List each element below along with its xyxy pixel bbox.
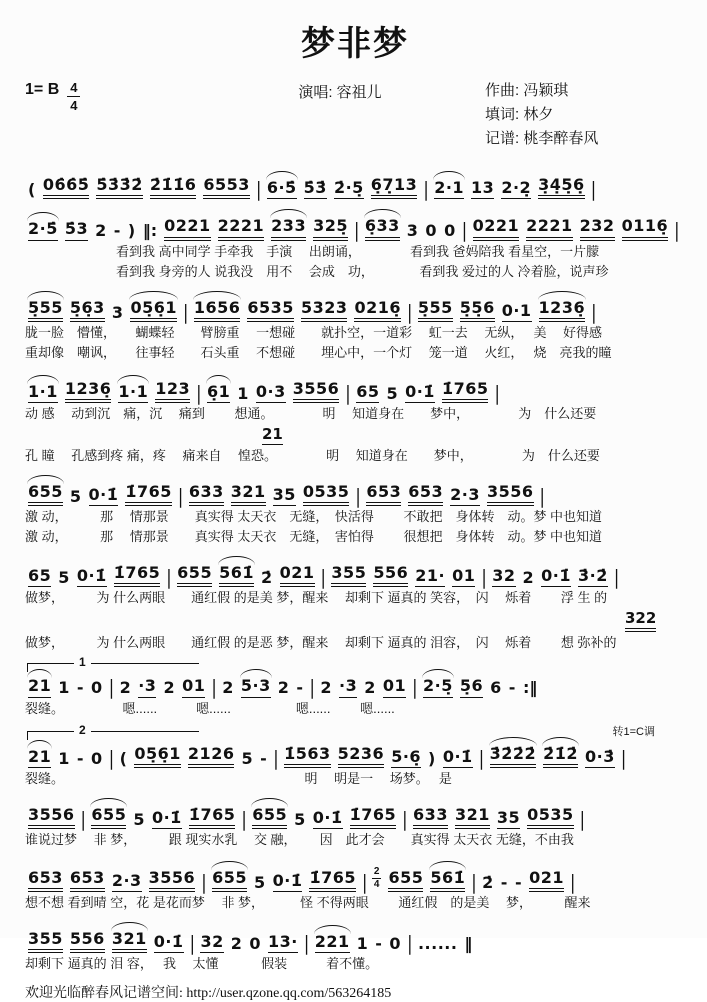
note-group: 021 xyxy=(280,564,315,587)
note-group: 3 xyxy=(406,221,419,241)
system-6 xyxy=(25,555,685,652)
note-group: 2·3 xyxy=(112,872,142,892)
note-group: 1236̣ xyxy=(65,380,112,403)
lyrics-line: 激 动， 那 情那景 真实得 太天衣 无缝， 害怕得 很想把 身体转 动。梦 中也知道 xyxy=(25,529,603,545)
note-group: 556 xyxy=(373,564,408,587)
lyrics-line: 激 动， 那 情那景 真实得 太天衣 无缝， 快活得 不敢把 身体转 动。梦 中也知道 xyxy=(25,509,603,525)
header-row xyxy=(25,79,685,151)
note-group: 1̇765 xyxy=(125,483,172,506)
note-group: 21 xyxy=(28,748,51,768)
note-group: 653 xyxy=(70,869,105,892)
note-group: 6̣33 xyxy=(365,217,400,240)
note-group: 233 xyxy=(271,217,306,240)
note-group: 2 xyxy=(222,678,234,698)
note-group: ( xyxy=(119,748,128,768)
note-group: 0·1̇ xyxy=(541,567,571,587)
note-group: 653 xyxy=(408,483,443,506)
lyrics-line: 重却像 嘲讽， 往事轻 石头重 不想碰 埋心中，一个灯 笼一道 火红， 烧 亮我的瞳 xyxy=(25,344,612,360)
note-group: 2·2̣ xyxy=(501,179,531,199)
note-group: 1 xyxy=(237,383,249,403)
note-group: - xyxy=(514,872,523,892)
note-group: 5̇3̇ xyxy=(304,179,327,199)
note-group: 2 xyxy=(163,678,176,698)
note-group: 3 xyxy=(111,302,124,322)
lyrics-line: 看到我 高中同学 手牵我 手演 出朗诵， 看到我 爸妈陪我 看星空，一片朦 xyxy=(25,243,600,259)
system-9 xyxy=(25,797,685,849)
note-group: 2 xyxy=(95,221,107,241)
meter-denominator: 4 xyxy=(70,98,78,113)
note-group: 0·3 xyxy=(256,383,286,403)
note-group: 653 xyxy=(28,869,63,892)
note-group: ...... xyxy=(417,933,458,953)
note-group: 655 xyxy=(388,869,423,892)
note-group: 0·1̇ xyxy=(154,933,184,953)
note-group: 65 xyxy=(28,567,51,587)
note-group: - xyxy=(76,678,85,698)
note-group: 1·1 xyxy=(28,383,58,403)
note-group: 0116̣ xyxy=(622,217,669,240)
note-group: 2 xyxy=(320,678,333,698)
note-group: 0·1̇ xyxy=(89,486,119,506)
note-group: 221 xyxy=(315,933,350,953)
note-group: 321 xyxy=(231,483,266,506)
barline: | xyxy=(108,676,115,700)
note-group: 0 xyxy=(389,933,402,953)
barline: | xyxy=(355,484,362,508)
barline: | xyxy=(303,931,310,955)
note-group: 6̣7̣13 xyxy=(371,176,418,199)
notes-row xyxy=(25,736,685,768)
system-11 xyxy=(25,921,685,973)
barline: | xyxy=(579,807,586,831)
system-4 xyxy=(25,371,685,465)
note-group: 0216̣ xyxy=(354,299,401,322)
lyrics-line: 想不想 看到晴 空，花 是花而梦 非 梦， 怪 不得两眼 通红假 的是美 梦， 醒来 xyxy=(25,895,591,911)
note-group: 35 xyxy=(273,486,296,506)
lyrics-line: 孔 瞳 孔感到疼 痛，疼 痛来自 惶恐。 明 知道身在 梦中， 为 什么还要 xyxy=(25,448,600,464)
note-group: 2·3 xyxy=(450,486,480,506)
note-group: 01 xyxy=(182,677,205,697)
note-group: 0535 xyxy=(527,806,574,829)
mid-time-signature xyxy=(372,867,382,890)
notes-row xyxy=(25,474,685,506)
note-group: 2 xyxy=(230,933,243,953)
note-group: 2126 xyxy=(188,745,235,768)
barline: | xyxy=(345,381,352,405)
note-group: 5 xyxy=(133,809,145,829)
barline: | xyxy=(196,381,203,405)
note-group: 123 xyxy=(155,380,190,403)
notes-row xyxy=(25,797,685,829)
barline: | xyxy=(189,931,196,955)
extra-notes: 322 xyxy=(625,609,656,632)
barline: | xyxy=(402,807,409,831)
note-group: ) xyxy=(428,748,436,768)
barline: | xyxy=(80,807,87,831)
barline: | xyxy=(481,566,488,589)
note-group: 32 xyxy=(492,567,515,587)
note-group: 0·1̇ xyxy=(405,383,435,403)
note-group: 321 xyxy=(112,930,147,953)
note-group: 0 xyxy=(91,678,103,698)
note-group: 2221 xyxy=(218,217,265,240)
note-group: 01 xyxy=(383,677,406,697)
lyrics-line: 却剩下 逼真的 泪 容， 我 太懂 假装 着不懂。 xyxy=(25,956,379,972)
system-3 xyxy=(25,290,685,362)
note-group: 2221 xyxy=(526,217,573,240)
note-group: 021 xyxy=(529,869,564,892)
note-group: 5323 xyxy=(301,299,348,322)
note-group: 6̣1 xyxy=(207,383,230,403)
credits-block xyxy=(485,79,685,151)
note-group: 655 xyxy=(177,564,212,587)
note-group: 655 xyxy=(212,869,247,892)
volta-label: 2 xyxy=(74,723,91,737)
note-group: 561̇ xyxy=(219,564,254,587)
barline: | xyxy=(590,177,597,201)
note-group: 0·3̇ xyxy=(585,748,615,768)
note-group: 655 xyxy=(91,806,126,829)
system-7 xyxy=(25,655,685,717)
system-2 xyxy=(25,208,685,280)
note-group: 21 xyxy=(28,677,51,697)
note-group: 2̇ xyxy=(482,872,494,892)
notes-row xyxy=(25,921,685,953)
note-group: 232 xyxy=(580,217,615,240)
note-group: 5̣6 xyxy=(460,677,483,697)
barline: | xyxy=(674,219,680,243)
note-group: 5 xyxy=(58,568,70,588)
key-change-label: 转1=C调 xyxy=(612,725,655,738)
lyrics-line: 裂缝。 明 明是一 场梦。 是 xyxy=(25,770,452,786)
volta-label: 1 xyxy=(74,655,91,669)
note-group: 655 xyxy=(252,806,287,829)
note-group: 6553 xyxy=(203,176,250,199)
note-group: 5 xyxy=(386,383,399,403)
meter-denominator: 4 xyxy=(373,879,380,891)
notes-row xyxy=(25,167,685,199)
lyrics-line: 裂缝。 嗯...... 嗯...... 嗯...... 嗯...... xyxy=(25,700,395,716)
notes-row xyxy=(25,555,685,587)
note-group: 325̣ xyxy=(313,217,348,240)
note-group: 0 xyxy=(91,748,103,768)
note-group: ·3 xyxy=(138,677,156,697)
note-group: 2 xyxy=(277,678,290,698)
transcriber-credit: 记谱: 桃李醉春风 xyxy=(485,130,599,147)
barline: | xyxy=(569,870,576,894)
note-group: 1656 xyxy=(194,299,241,322)
note-group: 3556 xyxy=(28,806,75,829)
note-group: 5̇3̇3̇2̇ xyxy=(96,176,143,199)
note-group: 06̇6̇5̇ xyxy=(43,176,90,199)
lyrics-line: 看到我 身旁的人 说我没 用不 会成 功， 看到我 爱过的人 冷着脸，说声珍 xyxy=(25,263,609,279)
barline: | xyxy=(353,219,360,243)
note-group: 6535 xyxy=(247,299,294,322)
barline: | xyxy=(423,177,430,201)
barline: | xyxy=(494,381,501,405)
note-group: 6·5̇ xyxy=(267,179,297,199)
notes-row xyxy=(25,208,685,243)
note-group: 1̇765 xyxy=(114,564,161,587)
singer-credit: 演唱: 容祖儿 xyxy=(298,84,382,101)
note-group: 0·1̇ xyxy=(313,809,343,829)
note-group: 0221 xyxy=(473,217,520,240)
note-group: ·3 xyxy=(339,677,357,697)
note-group: 3556 xyxy=(149,869,196,892)
note-group: 633 xyxy=(189,483,224,506)
note-group: 355 xyxy=(331,564,366,587)
footer-text: 欢迎光临醉春风记谱空间: xyxy=(25,986,187,1002)
volta-bracket-1 xyxy=(27,655,199,672)
note-group: 5̣5̣6 xyxy=(460,299,495,322)
note-group: 321 xyxy=(455,806,490,829)
note-group: 0·1̇ xyxy=(77,567,107,587)
barline: | xyxy=(591,300,597,324)
note-group: - xyxy=(500,872,508,892)
note-group: - xyxy=(76,748,85,768)
note-group: ( xyxy=(28,180,36,199)
note-group: 655 xyxy=(28,483,63,506)
note-group: 0·1̇ xyxy=(273,872,303,892)
barline: | xyxy=(273,746,280,770)
note-group: 0 xyxy=(444,221,456,241)
note-group: ) xyxy=(127,221,136,241)
barline: | xyxy=(620,746,627,770)
barline: | xyxy=(177,484,184,508)
note-group: 653 xyxy=(366,483,401,506)
barline: | xyxy=(166,566,173,589)
notes-row xyxy=(25,371,685,403)
note-group: 5 xyxy=(69,486,82,506)
note-group: 2 xyxy=(119,678,132,698)
barline: | xyxy=(108,746,115,770)
note-group: - xyxy=(260,748,268,768)
note-group: 2·1 xyxy=(434,179,464,199)
note-group: 2·5̣ xyxy=(423,677,453,697)
note-group: 5 xyxy=(294,809,306,829)
note-group: 3̇·2̇ xyxy=(578,567,608,587)
note-group: 5̣6̣3 xyxy=(70,299,105,322)
note-group: 1̇765 xyxy=(309,869,356,892)
note-group: 0535 xyxy=(303,483,350,506)
note-group: 5̣55 xyxy=(28,299,63,322)
key-and-meter xyxy=(25,79,195,151)
note-group: 3556 xyxy=(293,380,340,403)
footer-link[interactable]: http://user.qzone.qq.com/563264185 xyxy=(186,986,392,1002)
note-group: 65 xyxy=(356,383,379,403)
barline: | xyxy=(461,219,468,243)
note-group: 1·1 xyxy=(118,383,148,403)
volta-bracket-2 xyxy=(27,722,199,740)
extra-notes: 21 xyxy=(262,425,283,444)
repeat-sign: :‖ xyxy=(522,678,538,698)
barline: | xyxy=(182,300,189,324)
note-group: 1 xyxy=(356,933,369,953)
note-group: 3556 xyxy=(487,483,534,506)
lyrics-line: 做梦， 为 什么两眼 通红假 的是美 梦，醒来 却剩下 逼真的 笑容， 闪 烁着 浮 生 的 xyxy=(25,590,608,606)
note-group: 0·1̇ xyxy=(443,748,473,768)
meter-numerator: 4 xyxy=(67,81,80,97)
note-group: 1 xyxy=(58,678,70,698)
note-group: 2 xyxy=(522,568,535,588)
note-group: 1̇765 xyxy=(442,380,489,403)
note-group: 13 xyxy=(471,179,494,199)
note-group: 32 xyxy=(200,933,223,953)
note-group: 2·5̇ xyxy=(28,220,58,240)
note-group: 05̣6̣1 xyxy=(134,745,181,768)
note-group: 21· xyxy=(415,567,445,587)
barline: | xyxy=(412,676,419,700)
barline: | xyxy=(255,177,262,201)
lyrics-line: 谁说过梦 非 梦， 跟 现实水乳 交 融， 因 此才会 真实得 太天衣 无缝，不由我 xyxy=(25,832,574,848)
note-group: - xyxy=(113,221,121,241)
note-group: 13· xyxy=(268,933,298,953)
score xyxy=(25,167,685,973)
note-group: 5̣55 xyxy=(418,299,453,322)
note-group: 556 xyxy=(70,930,105,953)
song-title: 梦非梦 xyxy=(301,25,409,63)
note-group: - xyxy=(296,678,304,698)
barline: | xyxy=(309,676,316,700)
note-group: - xyxy=(375,933,383,953)
note-group: 2̇1̇2̇ xyxy=(543,745,578,768)
note-group: 1̇765 xyxy=(350,806,397,829)
note-group: 3̇2̇2̇2̇ xyxy=(490,745,537,768)
barline: | xyxy=(478,746,485,770)
note-group: 5·3 xyxy=(241,677,271,697)
system-1 xyxy=(25,167,685,199)
note-group: 1̇563 xyxy=(284,745,331,768)
composer-credit: 作曲: 冯颖琪 xyxy=(485,82,569,99)
barline: | xyxy=(471,870,478,894)
note-group: 1̇765 xyxy=(189,806,236,829)
barline: | xyxy=(241,807,248,831)
note-group: 2̇ xyxy=(260,568,273,588)
barline: | xyxy=(320,566,327,589)
lyrics-line: 动 感 动到沉 痛，沉 痛到 想通。 明 知道身在 梦中， 为 什么还要 xyxy=(25,406,597,422)
note-group: 0 xyxy=(249,933,261,953)
barline: | xyxy=(407,931,413,955)
note-group: 0·1 xyxy=(502,302,532,322)
note-group: 0·1̇ xyxy=(152,809,182,829)
note-group: 0 xyxy=(425,221,438,241)
note-group: 5̇3 xyxy=(65,220,88,240)
note-group: 2̇·5̣ xyxy=(334,179,364,199)
lyrics-line: 做梦， 为 什么两眼 通红假 的是恶 梦，醒来 却剩下 逼真的 泪容， 闪 烁着 想 弥补的 xyxy=(25,635,617,651)
notes-row xyxy=(25,858,685,892)
note-group: 2̇1̇1̇6 xyxy=(150,176,197,199)
note-group: 2 xyxy=(364,678,376,698)
system-5 xyxy=(25,474,685,546)
barline: | xyxy=(201,870,208,894)
note-group: 355 xyxy=(28,930,63,953)
note-group: 3̣4̣5̣6̣ xyxy=(538,176,585,199)
note-group: 1236̣ xyxy=(539,299,586,322)
note-group: 01 xyxy=(452,567,475,587)
repeat-sign: ‖ xyxy=(464,933,473,953)
note-group: - xyxy=(508,678,516,698)
barline: | xyxy=(407,300,413,324)
meter-numerator: 2 xyxy=(373,866,380,878)
time-signature xyxy=(67,81,80,112)
note-group: 633 xyxy=(413,806,448,829)
note-group: 05̣6̣1 xyxy=(130,299,177,322)
barline: | xyxy=(613,566,620,589)
notes-row xyxy=(25,668,685,700)
key-signature: 1= B xyxy=(25,81,60,98)
note-group: 0221 xyxy=(164,217,211,240)
note-group: 1 xyxy=(58,748,70,768)
repeat-sign: ‖: xyxy=(142,221,158,241)
barline: | xyxy=(211,676,218,700)
note-group: 5 xyxy=(253,872,266,892)
notes-row xyxy=(25,290,685,322)
note-group: 6 xyxy=(490,678,502,698)
note-group: 35 xyxy=(497,809,520,829)
lyricist-credit: 填词: 林夕 xyxy=(485,106,554,123)
note-group: 5·6̣ xyxy=(391,748,421,768)
system-10 xyxy=(25,858,685,912)
footer xyxy=(25,982,685,1002)
barline: | xyxy=(362,870,368,894)
note-group: 5 xyxy=(241,748,254,768)
note-group: 5236 xyxy=(338,745,385,768)
barline: | xyxy=(539,484,546,508)
system-8 xyxy=(25,722,685,788)
note-group: 561̇ xyxy=(430,869,465,892)
lyrics-line: 胧一脸 懵懂， 蝴蝶轻 臂膀重 一想碰 就扑空，一道彩 虹一去 无纵， 美 好得感 xyxy=(25,324,603,340)
